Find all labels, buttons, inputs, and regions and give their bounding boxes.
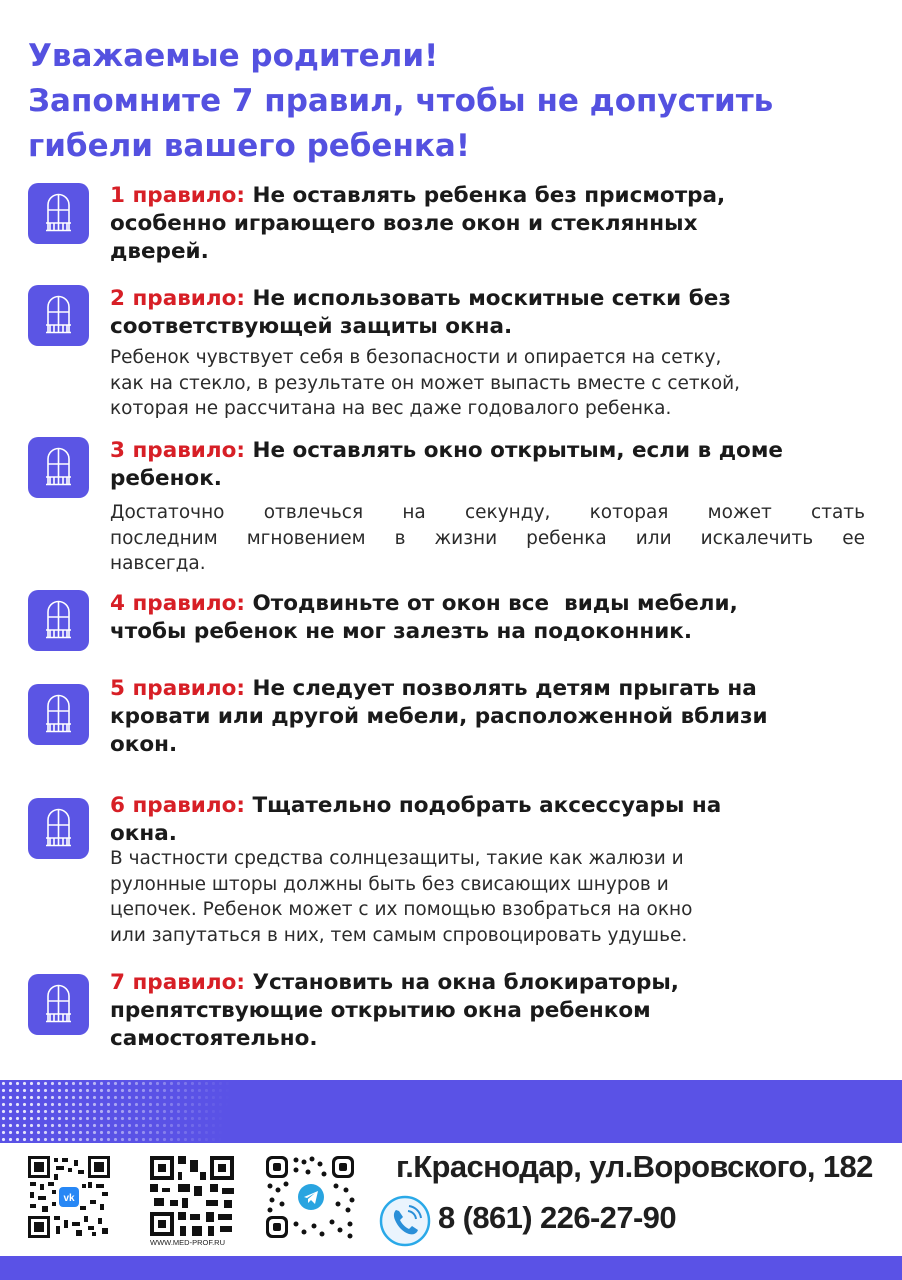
- footer-bottom-band: [0, 1256, 902, 1280]
- rule-label: 3 правило:: [110, 438, 245, 463]
- rule-heading: [110, 969, 880, 1053]
- rule-label: 5 правило:: [110, 676, 245, 701]
- rule-heading-text: Тщательно подобрать аксессуары на: [244, 793, 722, 818]
- dot-pattern: [0, 1080, 300, 1143]
- svg-text:vk: vk: [63, 1193, 75, 1204]
- rule-heading: [110, 285, 880, 341]
- window-icon: [28, 285, 89, 346]
- rule-heading-text: препятствующие открытию окна ребенком: [110, 998, 651, 1023]
- rule-description: [110, 846, 865, 948]
- rule-heading-text: Отодвиньте от окон все виды мебели,: [244, 591, 738, 616]
- rule-heading-text: ребенок.: [110, 466, 222, 491]
- rule-heading-text: соответствующей защиты окна.: [110, 314, 513, 339]
- rule-description-line: которая не рассчитана на вес даже годовалого ребенка.: [110, 398, 672, 419]
- rule-heading-text: окон.: [110, 732, 178, 757]
- phone-icon: [377, 1195, 433, 1247]
- rule-heading-text: Не использовать москитные сетки без: [244, 286, 731, 311]
- window-icon: [28, 798, 89, 859]
- phone-number[interactable]: 8 (861) 226-27-90: [438, 1200, 676, 1235]
- rule-heading: [110, 792, 880, 848]
- rule-heading-text: Не оставлять окно открытым, если в доме: [244, 438, 783, 463]
- window-icon: [28, 183, 89, 244]
- rule-description-line: рулонные шторы должны быть без свисающих шнуров и: [110, 873, 669, 895]
- window-icon: [28, 590, 89, 651]
- rule-description-line: Ребенок чувствует себя в безопасности и опирается на сетку,: [110, 347, 722, 368]
- footer-band: [0, 1080, 902, 1143]
- rule-label: 2 правило:: [110, 286, 245, 311]
- rule-description-line: или запутаться в них, тем самым спровоцировать удушье.: [110, 924, 688, 946]
- rule-heading-text: дверей.: [110, 239, 209, 264]
- rule-description-line: В частности средства солнцезащиты, такие как жалюзи и: [110, 848, 684, 869]
- page-title: [28, 34, 888, 169]
- qr-code-telegram[interactable]: [266, 1156, 356, 1240]
- rule-label: 1 правило:: [110, 183, 245, 208]
- rule-label: 6 правило:: [110, 793, 245, 818]
- rule-heading-text: кровати или другой мебели, расположенной вблизи: [110, 704, 768, 729]
- rule-heading: [110, 437, 880, 493]
- rule-description-line: последним мгновением в жизни ребенка или искалечить ее: [110, 527, 865, 549]
- qr-code-vk[interactable]: [28, 1156, 110, 1238]
- rule-description-line: цепочек. Ребенок может с их помощью взобраться на окно: [110, 899, 693, 920]
- rule-heading: [110, 590, 880, 646]
- rule-description: [110, 500, 865, 577]
- rule-heading-text: Не оставлять ребенка без присмотра,: [244, 183, 726, 208]
- window-icon: [28, 974, 89, 1035]
- rule-label: 4 правило:: [110, 591, 245, 616]
- rule-heading: [110, 182, 880, 266]
- title-line: Уважаемые родители!: [28, 38, 439, 74]
- title-line: Запомните 7 правил, чтобы не допустить: [28, 83, 774, 119]
- qr-code-site[interactable]: [150, 1156, 234, 1236]
- window-icon: [28, 684, 89, 745]
- window-icon: [28, 437, 89, 498]
- address: г.Краснодар, ул.Воровского, 182: [396, 1149, 873, 1184]
- rule-description-line: как на стекло, в результате он может выпасть вместе с сеткой,: [110, 372, 741, 394]
- rule-description-line: навсегда.: [110, 553, 206, 574]
- rule-description: [110, 345, 865, 422]
- rule-heading-text: окна.: [110, 821, 177, 846]
- rule-heading: [110, 675, 880, 759]
- qr-caption[interactable]: WWW.MED-PROF.RU: [150, 1238, 225, 1247]
- rule-heading-text: чтобы ребенок не мог залезть на подоконник.: [110, 619, 693, 644]
- rule-label: 7 правило:: [110, 970, 245, 995]
- rule-heading-text: Не следует позволять детям прыгать на: [244, 676, 757, 701]
- rule-heading-text: самостоятельно.: [110, 1026, 318, 1051]
- rule-heading-text: особенно играющего возле окон и стеклянных: [110, 211, 698, 236]
- rule-description-line: Достаточно отвлечься на секунду, которая может стать: [110, 502, 865, 523]
- rule-heading-text: Установить на окна блокираторы,: [244, 970, 679, 995]
- title-line: гибели вашего ребенка!: [28, 128, 470, 164]
